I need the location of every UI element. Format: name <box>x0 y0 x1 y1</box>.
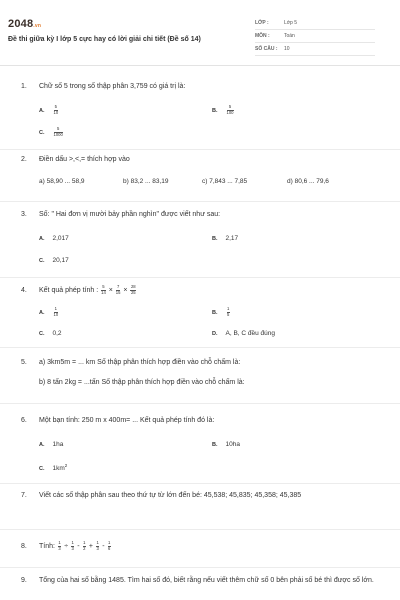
question-number: 9. <box>21 577 27 584</box>
question-text: Tổng của hai số bằng 1485. Tìm hai số đó, biết rằng nếu viết thêm chữ số 0 bên phải số bé thì được số lớn. <box>39 577 374 584</box>
option-b[interactable]: B. 2,17 <box>212 235 239 242</box>
question-text: Số: " Hai đơn vị mười bảy phần nghìn" được viết như sau: <box>39 211 221 218</box>
question-number: 6. <box>21 417 27 424</box>
meta-label: SỐ CÂU : <box>255 46 278 52</box>
option-c[interactable]: C. $1km^2$ <box>39 463 68 473</box>
meta-row-subject <box>255 30 375 43</box>
meta-value: 10 <box>284 46 290 52</box>
meta-value: Toán <box>284 33 295 39</box>
comparison-item: a) 58,90 ... 58,9 <box>39 178 85 185</box>
question-5 <box>0 348 400 404</box>
option-c[interactable]: C. 20,17 <box>39 257 69 264</box>
option-b[interactable]: B. $\frac{5}{100}$ <box>212 104 234 115</box>
question-number: 7. <box>21 492 27 499</box>
question-1 <box>0 66 400 150</box>
question-2 <box>0 150 400 202</box>
question-text: Tính: $\frac{1}{3}$ ÷ $\frac{1}{3}$ - $\frac{1}{2}$ + $\frac{1}{3}$ - $\frac{1}{6}$ <box>39 540 111 551</box>
meta-value: Lớp 5 <box>284 20 298 26</box>
question-text: Một bạn tính: 250 m x 400m= ... Kết quả phép tính đó là: <box>39 417 215 424</box>
option-c[interactable]: C. $\frac{5}{1000}$ <box>39 126 63 137</box>
question-number: 5. <box>21 359 27 366</box>
meta-row-grade <box>255 17 375 30</box>
question-6 <box>0 404 400 484</box>
question-text: Chữ số 5 trong số thập phân 3,759 có giá trị là: <box>39 83 186 90</box>
option-b[interactable]: B. $\frac{1}{5}$ <box>212 306 230 317</box>
option-a[interactable]: A. $\frac{5}{10}$ <box>39 104 59 115</box>
option-c[interactable]: C. 0,2 <box>39 330 62 337</box>
question-3 <box>0 202 400 278</box>
comparison-item: d) 80,6 ... 79,6 <box>287 178 329 185</box>
option-a[interactable]: A. 2,017 <box>39 235 69 242</box>
question-text: Kết quả phép tính : $\frac{5}{14}$ × $\frac{7}{15}$ × $\frac{28}{25}$ <box>39 284 136 295</box>
question-8 <box>0 530 400 568</box>
option-a[interactable]: A. $\frac{1}{10}$ <box>39 306 59 317</box>
exam-meta <box>255 17 375 56</box>
question-number: 1. <box>21 83 27 90</box>
question-number: 8. <box>21 543 27 550</box>
meta-label: LỚP : <box>255 20 269 26</box>
exam-title: Đề thi giữa kỳ I lớp 5 cực hay có lời giải chi tiết (Đề số 14) <box>8 36 201 43</box>
option-b[interactable]: B. 10ha <box>212 441 240 448</box>
meta-row-count <box>255 43 375 56</box>
exam-header <box>0 0 400 66</box>
option-a[interactable]: A. 1ha <box>39 441 64 448</box>
question-number: 3. <box>21 211 27 218</box>
comparison-item: c) 7,843 ... 7,85 <box>202 178 248 185</box>
question-9 <box>0 568 400 600</box>
question-7 <box>0 484 400 530</box>
option-d[interactable]: D. A, B, C đều đúng <box>212 330 276 337</box>
question-text: Viết các số thập phân sau theo thứ tự từ lớn đến bé: 45,538; 45,835; 45,358; 45,385 <box>39 492 302 499</box>
meta-label: MÔN : <box>255 33 270 39</box>
question-number: 4. <box>21 287 27 294</box>
comparison-item: b) 83,2 ... 83,19 <box>123 178 169 185</box>
question-text: a) 3km5m = ... km Số thập phân thích hợp điền vào chỗ chấm là: <box>39 359 241 366</box>
site-logo[interactable]: 2048.vn <box>8 18 42 30</box>
question-text: b) 8 tấn 2kg = ...tấn Số thập phân thích hợp điền vào chỗ chấm là: <box>39 379 245 386</box>
question-4 <box>0 278 400 348</box>
question-number: 2. <box>21 156 27 163</box>
question-text: Điền dấu >,<,= thích hợp vào <box>39 156 130 163</box>
